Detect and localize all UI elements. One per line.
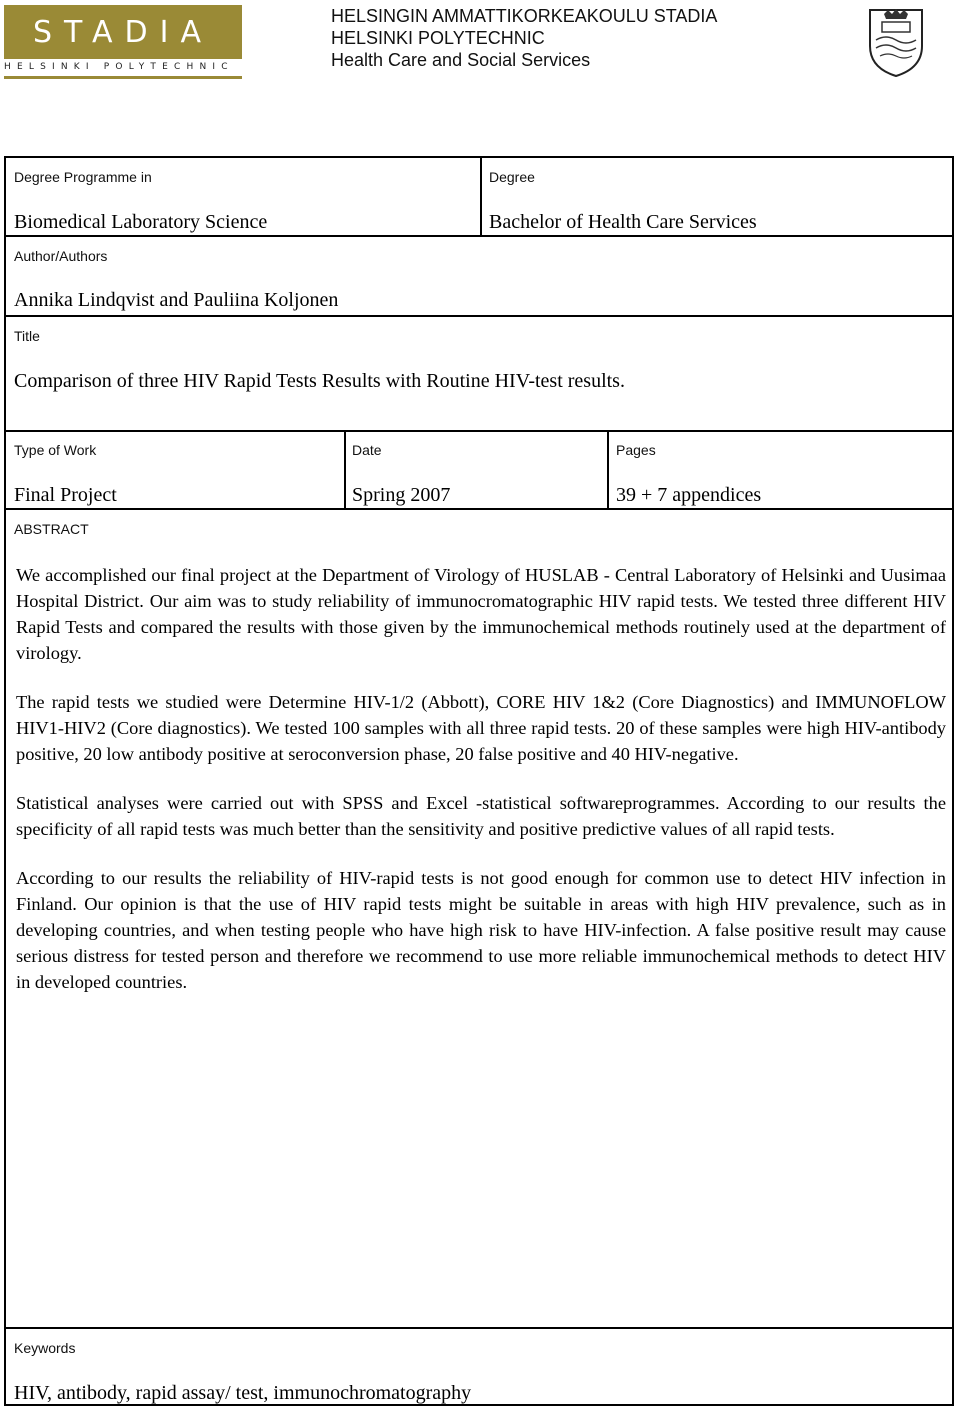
column-divider bbox=[480, 158, 482, 236]
institution-name-en: HELSINKI POLYTECHNIC bbox=[331, 28, 545, 48]
degree-programme-value: Biomedical Laboratory Science bbox=[14, 211, 268, 233]
abstract-paragraph: The rapid tests we studied were Determine HIV-1/2 (Abbott), CORE HIV 1&2 (Core Diagnostics) and IMMUNOFLOW HIV1-HIV2 (Core diagnostics). We tested 100 samples with all three rapid tests. 20 of these samples were high HIV-antibody positive, 20 low antibody positive at seroconversion phase, 20 false positive and 40 HIV-negative. bbox=[16, 692, 946, 764]
date-value: Spring 2007 bbox=[352, 484, 451, 506]
abstract-body bbox=[16, 562, 946, 1018]
degree-programme-label: Degree Programme in bbox=[14, 169, 152, 185]
authors-value: Annika Lindqvist and Pauliina Koljonen bbox=[14, 289, 339, 311]
row-divider bbox=[6, 508, 952, 510]
faculty-name: Health Care and Social Services bbox=[331, 50, 591, 70]
keywords-label: Keywords bbox=[14, 1340, 76, 1356]
row-divider bbox=[6, 1327, 952, 1329]
logo-subtitle: HELSINKI POLYTECHNIC bbox=[4, 62, 234, 72]
abstract-label: ABSTRACT bbox=[14, 521, 89, 537]
row-divider bbox=[6, 315, 952, 317]
helsinki-coat-of-arms-icon bbox=[866, 6, 926, 78]
degree-label: Degree bbox=[489, 169, 535, 185]
logo-wordmark: STADIA bbox=[32, 15, 214, 50]
title-value: Comparison of three HIV Rapid Tests Results with Routine HIV-test results. bbox=[14, 370, 625, 392]
column-divider bbox=[607, 430, 609, 509]
abstract-form bbox=[4, 156, 954, 1406]
title-label: Title bbox=[14, 328, 40, 344]
row-divider bbox=[6, 235, 952, 237]
abstract-paragraph: Statistical analyses were carried out with SPSS and Excel -statistical softwareprogrammes. According to our results the specificity of all rapid tests was much better than the sensitivity and positive predictive values of all rapid tests. bbox=[16, 793, 946, 839]
column-divider bbox=[344, 430, 346, 509]
abstract-paragraph: According to our results the reliability of HIV-rapid tests is not good enough for common use to detect HIV infection in Finland. Our opinion is that the use of HIV rapid tests might be suitable in areas with high HIV prevalence, such as in developing countries, and when testing people who have high risk to have HIV-infection. A false positive result may cause serious distress for tested person and therefore we recommend to use more reliable immunochemical methods to detect HIV in developed countries. bbox=[16, 868, 946, 992]
institution-header bbox=[331, 5, 717, 71]
authors-label: Author/Authors bbox=[14, 248, 108, 264]
institution-name-fi: HELSINGIN AMMATTIKORKEAKOULU STADIA bbox=[331, 6, 718, 26]
stadia-logo bbox=[4, 5, 242, 59]
pages-label: Pages bbox=[616, 442, 656, 458]
logo-rule bbox=[4, 76, 242, 79]
abstract-paragraph: We accomplished our final project at the Department of Virology of HUSLAB - Central Laboratory of Helsinki and Uusimaa Hospital District. Our aim was to study reliability of immunocromatographic HIV rapid tests. We tested three different HIV Rapid Tests and compared the results with those given by the immunochemical methods routinely used at the department of virology. bbox=[16, 565, 946, 663]
degree-value: Bachelor of Health Care Services bbox=[489, 211, 757, 233]
date-label: Date bbox=[352, 442, 382, 458]
type-of-work-label: Type of Work bbox=[14, 442, 97, 458]
type-of-work-value: Final Project bbox=[14, 484, 117, 506]
row-divider bbox=[6, 430, 952, 432]
keywords-value: HIV, antibody, rapid assay/ test, immunochromatography bbox=[14, 1382, 472, 1404]
pages-value: 39 + 7 appendices bbox=[616, 484, 762, 506]
